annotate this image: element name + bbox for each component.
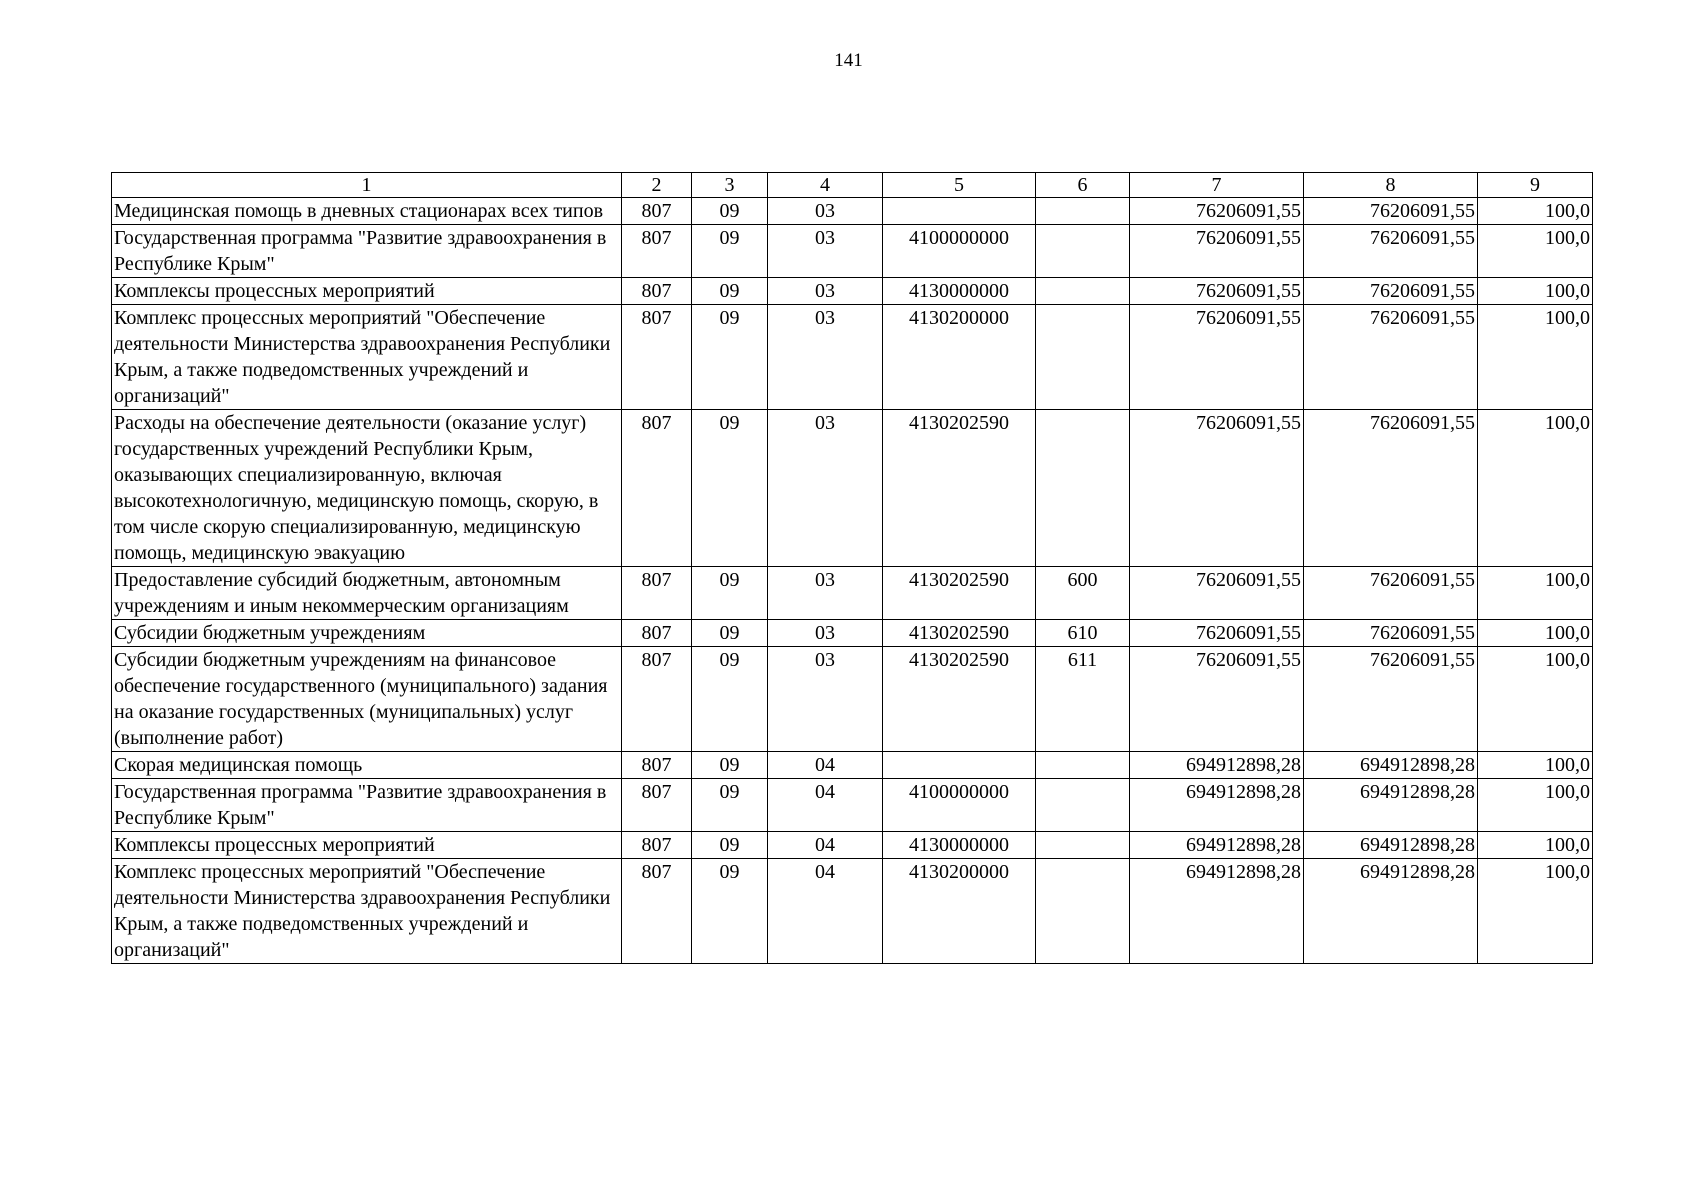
row-amount-7: 694912898,28 [1130, 832, 1304, 859]
row-code-4: 04 [768, 752, 883, 779]
row-code-4: 03 [768, 198, 883, 225]
row-code-5: 4130202590 [883, 620, 1036, 647]
header-row [112, 173, 1593, 198]
row-code-3: 09 [692, 278, 768, 305]
row-percent-9: 100,0 [1478, 832, 1593, 859]
row-code-2: 807 [622, 305, 692, 410]
row-amount-8: 76206091,55 [1304, 278, 1478, 305]
table-body [112, 198, 1593, 964]
row-code-3: 09 [692, 647, 768, 752]
row-code-3: 09 [692, 620, 768, 647]
row-code-5: 4130202590 [883, 567, 1036, 620]
row-code-6 [1036, 779, 1130, 832]
row-code-5: 4100000000 [883, 225, 1036, 278]
row-code-5: 4130200000 [883, 859, 1036, 964]
header-cell: 8 [1304, 173, 1478, 198]
row-amount-7: 76206091,55 [1130, 567, 1304, 620]
row-code-6 [1036, 832, 1130, 859]
row-amount-7: 76206091,55 [1130, 198, 1304, 225]
row-name: Субсидии бюджетным учреждениям на финансовое обеспечение государственного (муниципального) задания на оказание государственных (муниципальных) услуг (выполнение работ) [112, 647, 622, 752]
row-name: Комплекс процессных мероприятий "Обеспечение деятельности Министерства здравоохранения Республики Крым, а также подведомственных учреждений и организаций" [112, 859, 622, 964]
row-code-4: 04 [768, 859, 883, 964]
header-cell: 1 [112, 173, 622, 198]
row-code-3: 09 [692, 198, 768, 225]
row-amount-8: 694912898,28 [1304, 779, 1478, 832]
table-row [112, 832, 1593, 859]
row-name: Комплексы процессных мероприятий [112, 832, 622, 859]
row-code-2: 807 [622, 410, 692, 567]
row-name: Расходы на обеспечение деятельности (оказание услуг) государственных учреждений Республики Крым, оказывающих специализированную, включая высокотехнологичную, медицинскую помощь, скорую, в том числе скорую специализированную, медицинскую помощь, медицинскую эвакуацию [112, 410, 622, 567]
row-amount-8: 76206091,55 [1304, 647, 1478, 752]
row-code-3: 09 [692, 779, 768, 832]
row-code-4: 03 [768, 410, 883, 567]
row-name: Субсидии бюджетным учреждениям [112, 620, 622, 647]
row-amount-7: 76206091,55 [1130, 305, 1304, 410]
row-percent-9: 100,0 [1478, 859, 1593, 964]
header-cell: 4 [768, 173, 883, 198]
row-amount-8: 694912898,28 [1304, 859, 1478, 964]
row-code-5: 4130200000 [883, 305, 1036, 410]
row-amount-7: 694912898,28 [1130, 859, 1304, 964]
row-name: Скорая медицинская помощь [112, 752, 622, 779]
table-row [112, 305, 1593, 410]
row-percent-9: 100,0 [1478, 410, 1593, 567]
row-code-2: 807 [622, 859, 692, 964]
row-percent-9: 100,0 [1478, 305, 1593, 410]
row-code-6: 611 [1036, 647, 1130, 752]
row-code-3: 09 [692, 305, 768, 410]
budget-table [111, 172, 1593, 964]
table-row [112, 620, 1593, 647]
header-cell: 6 [1036, 173, 1130, 198]
header-cell: 7 [1130, 173, 1304, 198]
row-code-3: 09 [692, 859, 768, 964]
row-amount-8: 76206091,55 [1304, 305, 1478, 410]
row-amount-7: 76206091,55 [1130, 278, 1304, 305]
row-name: Медицинская помощь в дневных стационарах всех типов [112, 198, 622, 225]
row-amount-7: 76206091,55 [1130, 620, 1304, 647]
row-code-4: 04 [768, 832, 883, 859]
table-row [112, 567, 1593, 620]
row-amount-8: 76206091,55 [1304, 410, 1478, 567]
row-amount-7: 694912898,28 [1130, 779, 1304, 832]
row-percent-9: 100,0 [1478, 567, 1593, 620]
row-code-5 [883, 198, 1036, 225]
row-code-2: 807 [622, 278, 692, 305]
row-code-6 [1036, 305, 1130, 410]
row-amount-7: 76206091,55 [1130, 410, 1304, 567]
header-cell: 5 [883, 173, 1036, 198]
row-name: Комплексы процессных мероприятий [112, 278, 622, 305]
row-code-6 [1036, 859, 1130, 964]
row-code-2: 807 [622, 225, 692, 278]
row-code-5: 4130000000 [883, 832, 1036, 859]
row-code-4: 04 [768, 779, 883, 832]
table-row [112, 225, 1593, 278]
row-percent-9: 100,0 [1478, 278, 1593, 305]
row-name: Государственная программа "Развитие здравоохранения в Республике Крым" [112, 779, 622, 832]
row-code-6 [1036, 752, 1130, 779]
row-code-2: 807 [622, 647, 692, 752]
header-cell: 2 [622, 173, 692, 198]
table-header [112, 173, 1593, 198]
row-code-4: 03 [768, 647, 883, 752]
row-code-3: 09 [692, 567, 768, 620]
row-code-6: 610 [1036, 620, 1130, 647]
row-code-2: 807 [622, 752, 692, 779]
row-code-4: 03 [768, 225, 883, 278]
row-name: Предоставление субсидий бюджетным, автономным учреждениям и иным некоммерческим организациям [112, 567, 622, 620]
row-percent-9: 100,0 [1478, 225, 1593, 278]
row-code-3: 09 [692, 410, 768, 567]
table-row [112, 752, 1593, 779]
row-code-2: 807 [622, 198, 692, 225]
row-code-5: 4130202590 [883, 410, 1036, 567]
row-code-2: 807 [622, 779, 692, 832]
row-percent-9: 100,0 [1478, 620, 1593, 647]
row-amount-8: 694912898,28 [1304, 752, 1478, 779]
row-amount-7: 76206091,55 [1130, 225, 1304, 278]
row-code-2: 807 [622, 567, 692, 620]
row-amount-7: 76206091,55 [1130, 647, 1304, 752]
row-amount-8: 694912898,28 [1304, 832, 1478, 859]
row-code-4: 03 [768, 278, 883, 305]
row-code-2: 807 [622, 832, 692, 859]
row-amount-8: 76206091,55 [1304, 198, 1478, 225]
row-code-6 [1036, 410, 1130, 567]
row-amount-8: 76206091,55 [1304, 567, 1478, 620]
table-row [112, 647, 1593, 752]
row-code-4: 03 [768, 620, 883, 647]
row-percent-9: 100,0 [1478, 647, 1593, 752]
row-code-5 [883, 752, 1036, 779]
table-row [112, 859, 1593, 964]
row-code-4: 03 [768, 567, 883, 620]
row-name: Государственная программа "Развитие здравоохранения в Республике Крым" [112, 225, 622, 278]
row-code-3: 09 [692, 225, 768, 278]
row-amount-7: 694912898,28 [1130, 752, 1304, 779]
table-row [112, 779, 1593, 832]
page-number: 141 [834, 50, 863, 71]
row-code-6 [1036, 198, 1130, 225]
row-code-3: 09 [692, 752, 768, 779]
row-code-6: 600 [1036, 567, 1130, 620]
row-percent-9: 100,0 [1478, 198, 1593, 225]
row-percent-9: 100,0 [1478, 779, 1593, 832]
row-code-6 [1036, 278, 1130, 305]
header-cell: 3 [692, 173, 768, 198]
row-code-2: 807 [622, 620, 692, 647]
row-code-3: 09 [692, 832, 768, 859]
header-cell: 9 [1478, 173, 1593, 198]
table-row [112, 410, 1593, 567]
row-code-5: 4130202590 [883, 647, 1036, 752]
row-code-4: 03 [768, 305, 883, 410]
row-amount-8: 76206091,55 [1304, 620, 1478, 647]
row-name: Комплекс процессных мероприятий "Обеспечение деятельности Министерства здравоохранения Республики Крым, а также подведомственных учреждений и организаций" [112, 305, 622, 410]
row-percent-9: 100,0 [1478, 752, 1593, 779]
table-row [112, 198, 1593, 225]
row-code-5: 4100000000 [883, 779, 1036, 832]
row-code-6 [1036, 225, 1130, 278]
row-amount-8: 76206091,55 [1304, 225, 1478, 278]
table-row [112, 278, 1593, 305]
row-code-5: 4130000000 [883, 278, 1036, 305]
